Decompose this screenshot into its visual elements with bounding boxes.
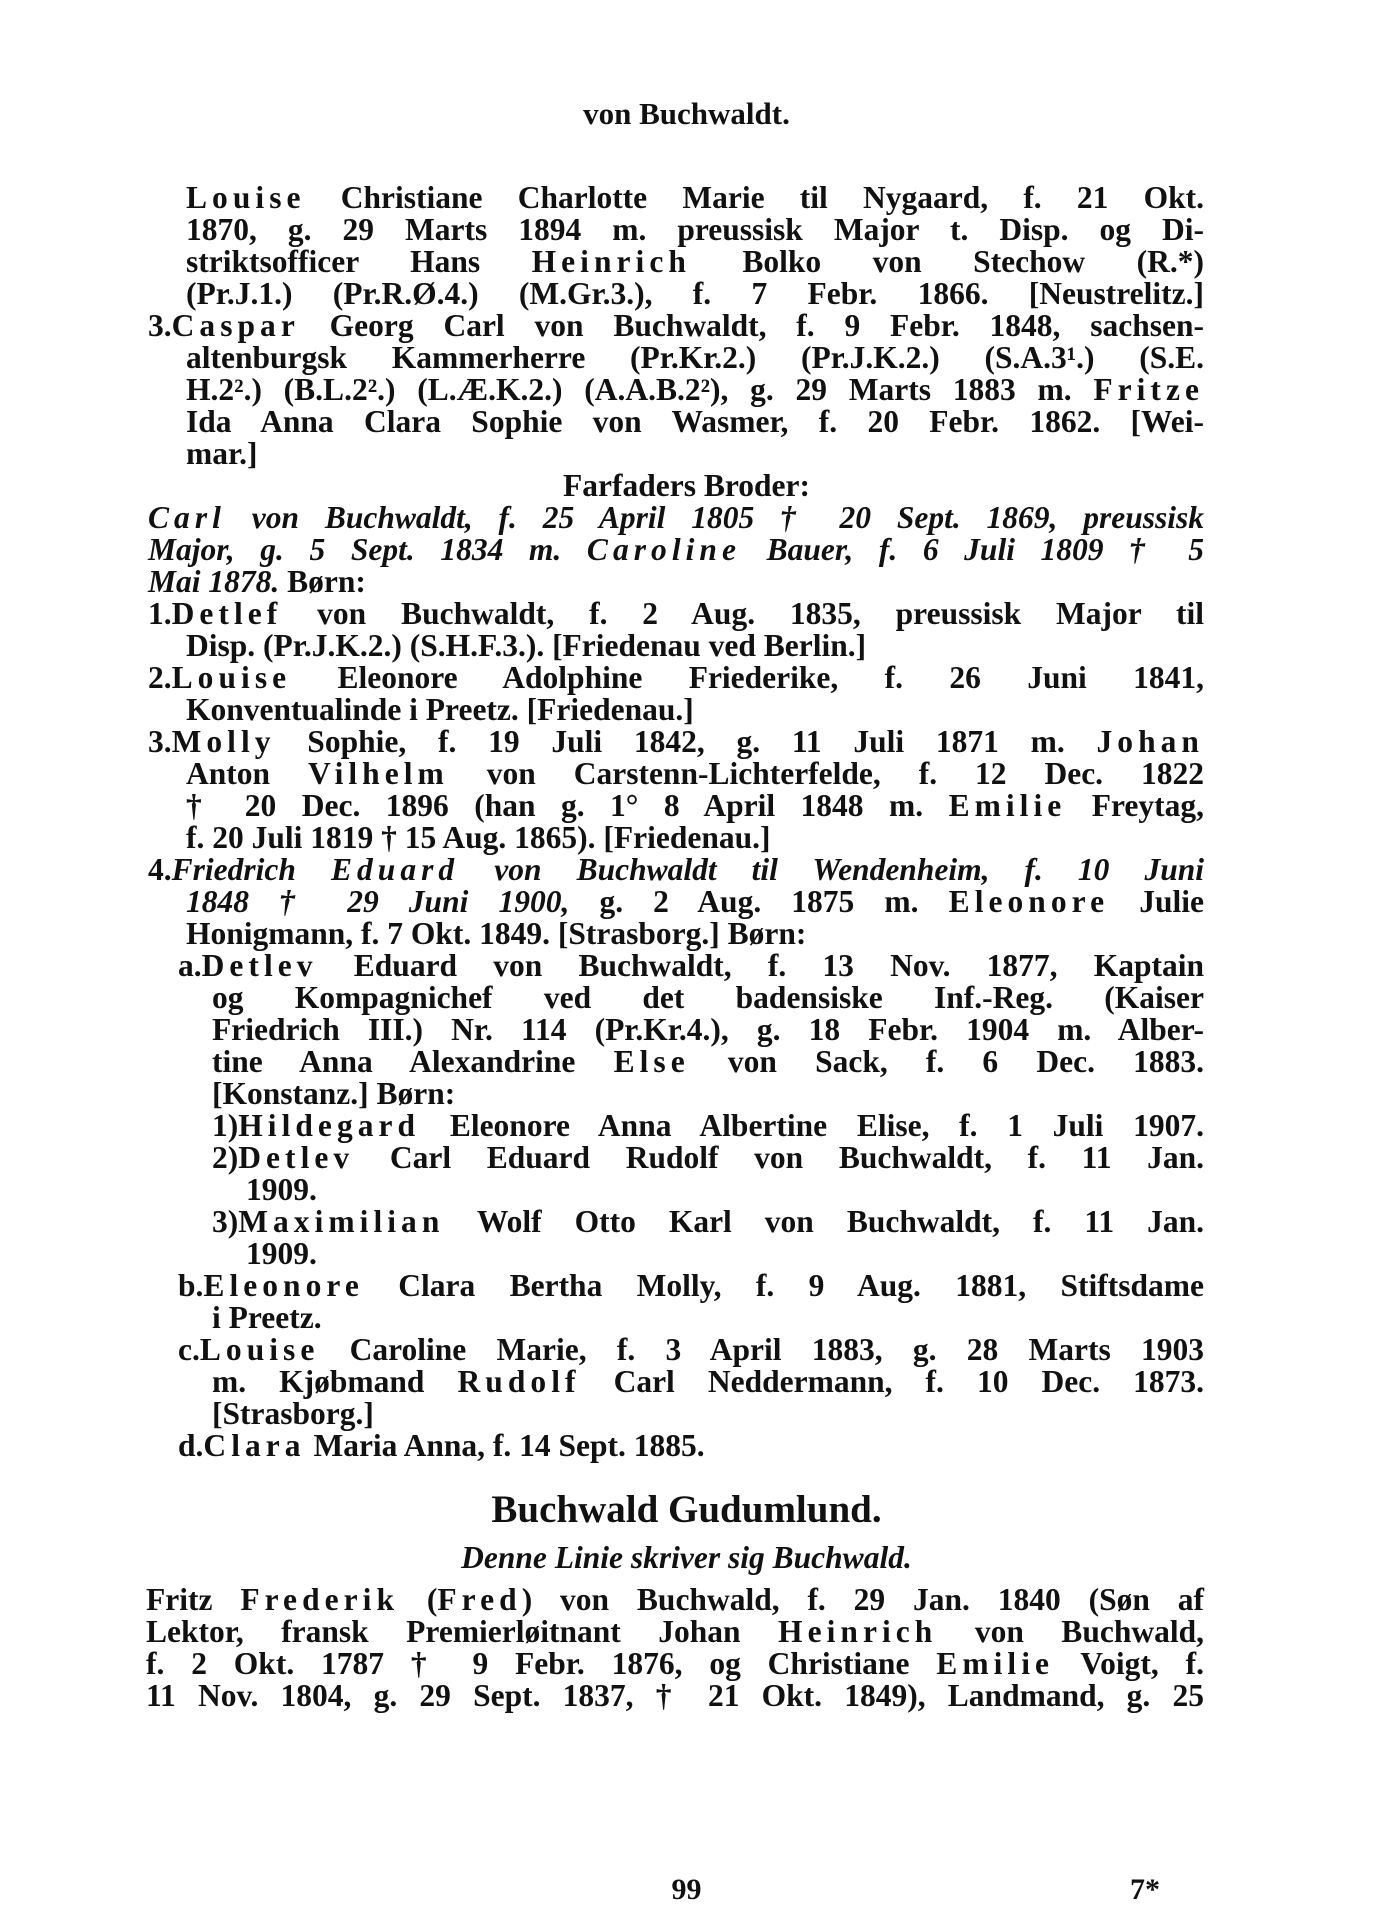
line-text: Lektor, fransk Premierløitnant Johan [146, 1614, 779, 1649]
line-text: Mai 1878. [148, 564, 280, 599]
running-header: von Buchwaldt. [583, 96, 790, 131]
text-line [146, 1582, 1204, 1618]
line-text: Voigt, f. [1054, 1646, 1204, 1681]
line-text: (Pr.J.1.) (Pr.R.Ø.4.) (M.Gr.3.), f. 7 Febr. 1866. [Neustrelitz.] [186, 276, 1204, 311]
text-line [186, 212, 1204, 248]
line-text: 2. [148, 660, 172, 695]
spaced-name: Emilie [936, 1646, 1055, 1681]
line-text: H.2².) (B.L.2².) (L.Æ.K.2.) (A.A.B.2²), g. 29 Marts 1883 m. [186, 372, 1094, 407]
signature-mark: 7* [1130, 1873, 1160, 1906]
text-line [178, 1332, 1204, 1368]
spaced-name: Frederik [240, 1582, 400, 1617]
spaced-name: Molly [171, 724, 276, 759]
line-text: von Buchwaldt, f. 2 Aug. 1835, preussisk Major til [282, 596, 1204, 631]
text-line [148, 308, 1204, 344]
line-text: von Buchwaldt til Wendenheim, f. 10 Juni [459, 852, 1204, 887]
line-text: Eduard von Buchwaldt, f. 13 Nov. 1877, Kaptain [317, 948, 1204, 983]
text-line [212, 1396, 1204, 1432]
line-text: altenburgsk Kammerherre (Pr.Kr.2.) (Pr.J.K.2.) (S.A.3¹.) (S.E. [186, 340, 1204, 375]
line-text: Christiane Charlotte Marie til Nygaard, f. 21 Okt. [305, 180, 1204, 215]
spaced-name: Johan [1096, 724, 1204, 759]
line-text: ) von Buchwald, f. 29 Jan. 1840 (Søn af [521, 1582, 1204, 1617]
genealogy-title [0, 1488, 1373, 1531]
text-line [186, 628, 1204, 664]
text-line [246, 1172, 646, 1208]
line-text: Konventualinde i Preetz. [Friedenau.] [186, 692, 694, 727]
text-line [186, 916, 1204, 952]
page-number: 99 [671, 1873, 702, 1906]
text-line [178, 1428, 1204, 1464]
line-text: von Carstenn-Lichterfelde, f. 12 Dec. 1822 [448, 756, 1204, 791]
line-text: m. Kjøbmand [212, 1364, 458, 1399]
text-line [212, 1108, 1204, 1144]
line-text: Eleonore Adolphine Friederike, f. 26 Juni 1841, [291, 660, 1204, 695]
line-text: d. [178, 1428, 204, 1463]
line-text: Sophie, f. 19 Juli 1842, g. 11 Juli 1871 m. [275, 724, 1097, 759]
line-text: a. [178, 948, 202, 983]
spaced-name: Caspar [171, 308, 300, 343]
spaced-name: Vilhelm [307, 756, 449, 791]
line-text: Clara Bertha Molly, f. 9 Aug. 1881, Stiftsdame [363, 1268, 1204, 1303]
line-text: Carl Eduard Rudolf von Buchwaldt, f. 11 Jan. [354, 1140, 1204, 1175]
line-text: Denne Linie skriver sig Buchwald. [461, 1540, 912, 1575]
text-line [148, 596, 1204, 632]
spaced-name: Eduard [330, 852, 460, 887]
line-text: og Kompagnichef ved det badensiske Inf.-Reg. (Kaiser [212, 980, 1204, 1015]
spaced-name: Clara [203, 1428, 306, 1463]
spaced-name: Eleonore [948, 884, 1110, 919]
spaced-name: Heinrich [531, 244, 691, 279]
line-text: ( [399, 1582, 438, 1617]
spaced-name: Rudolf [457, 1364, 581, 1399]
text-line [212, 1204, 1204, 1240]
spaced-name: Hildegard [238, 1108, 421, 1143]
text-line [212, 1300, 1204, 1336]
spaced-name: Detlev [201, 948, 318, 983]
text-line [212, 1140, 1204, 1176]
spaced-name: Else [613, 1044, 690, 1079]
line-text: Eleonore Anna Albertine Elise, f. 1 Juli 1907. [420, 1108, 1204, 1143]
line-text: c. [178, 1332, 200, 1367]
line-text: [Konstanz.] Børn: [212, 1076, 456, 1111]
line-text: 4. [148, 852, 172, 887]
line-text: f. 2 Okt. 1787 † 9 Febr. 1876, og Christiane [146, 1646, 937, 1681]
spaced-name: Louise [199, 1332, 320, 1367]
line-text: Wolf Otto Karl von Buchwaldt, f. 11 Jan. [444, 1204, 1204, 1239]
line-text: mar.] [186, 436, 258, 471]
text-line [186, 436, 486, 472]
line-text: von Buchwaldt, f. 25 April 1805 † 20 Sept. 1869, preussisk [225, 500, 1204, 535]
line-text: i Preetz. [212, 1300, 322, 1335]
line-text: Honigmann, f. 7 Okt. 1849. [Strasborg.] Børn: [186, 916, 807, 951]
line-text: Julie [1109, 884, 1204, 919]
line-text: Georg Carl von Buchwaldt, f. 9 Febr. 1848, sachsen- [299, 308, 1204, 343]
text-line [148, 852, 1204, 888]
spaced-name: Detlev [238, 1140, 355, 1175]
line-text: 1870, g. 29 Marts 1894 m. preussisk Major t. Disp. og Di- [186, 212, 1204, 247]
line-text: 11 Nov. 1804, g. 29 Sept. 1837, † 21 Okt. 1849), Landmand, g. 25 [146, 1678, 1204, 1713]
text-line [186, 756, 1204, 792]
line-text: Caroline Marie, f. 3 April 1883, g. 28 Marts 1903 [319, 1332, 1204, 1367]
text-line [186, 340, 1204, 376]
text-line [148, 660, 1204, 696]
text-line [178, 1268, 1204, 1304]
line-text: Bauer, f. 6 Juli 1809 † 5 [741, 532, 1204, 567]
text-line [186, 276, 1204, 312]
line-text: g. 2 Aug. 1875 m. [569, 884, 949, 919]
line-text: Maria Anna, f. 14 Sept. 1885. [305, 1428, 705, 1463]
line-text: Disp. (Pr.J.K.2.) (S.H.F.3.). [Friedenau ved Berlin.] [186, 628, 867, 663]
line-text: tine Anna Alexandrine [212, 1044, 614, 1079]
line-text: von Sack, f. 6 Dec. 1883. [689, 1044, 1204, 1079]
text-line [148, 564, 748, 600]
line-text: 3. [148, 724, 172, 759]
spaced-name: Louise [171, 660, 292, 695]
line-text: b. [178, 1268, 204, 1303]
line-text: Friedrich III.) Nr. 114 (Pr.Kr.4.), g. 18 Febr. 1904 m. Alber- [212, 1012, 1204, 1047]
text-line [186, 884, 1204, 920]
spaced-name: Emilie [948, 788, 1067, 823]
section-heading [0, 468, 1373, 504]
line-text: [Strasborg.] [212, 1396, 374, 1431]
text-line [212, 1012, 1204, 1048]
line-text: von Buchwald, [937, 1614, 1204, 1649]
line-text: † 20 Dec. 1896 (han g. 1° 8 April 1848 m. [186, 788, 949, 823]
text-line [146, 1678, 1204, 1714]
text-line [186, 244, 1204, 280]
text-line [148, 724, 1204, 760]
text-line [212, 980, 1204, 1016]
genealogy-subtitle [0, 1540, 1373, 1576]
line-text: Freytag, [1066, 788, 1205, 823]
line-text: Børn: [279, 564, 366, 599]
line-text: 1) [212, 1108, 239, 1143]
spaced-name: Fred [437, 1582, 522, 1617]
text-line [186, 372, 1204, 408]
spaced-name: Heinrich [778, 1614, 938, 1649]
line-text: 1909. [246, 1172, 317, 1207]
text-line [186, 820, 1204, 856]
line-text: Carl Neddermann, f. 10 Dec. 1873. [580, 1364, 1204, 1399]
text-line [178, 948, 1204, 984]
text-line [212, 1076, 1204, 1112]
spaced-name: Caroline [586, 532, 741, 567]
text-line [212, 1364, 1204, 1400]
text-line [148, 500, 1204, 536]
line-text: f. 20 Juli 1819 † 15 Aug. 1865). [Friedenau.] [186, 820, 771, 855]
line-text: Ida Anna Clara Sophie von Wasmer, f. 20 Febr. 1862. [Wei- [186, 404, 1204, 439]
line-text: Anton [186, 756, 308, 791]
spaced-name: Fritze [1093, 372, 1204, 407]
text-line [146, 1646, 1204, 1682]
spaced-name: Maximilian [238, 1204, 445, 1239]
text-line [186, 788, 1204, 824]
line-text: Bolko von Stechow (R.*) [690, 244, 1204, 279]
text-line [212, 1044, 1204, 1080]
spaced-name: Carl [148, 500, 226, 535]
line-text: 2) [212, 1140, 239, 1175]
line-text: Friedrich [171, 852, 331, 887]
line-text: 3. [148, 308, 172, 343]
spaced-name: Louise [186, 180, 306, 215]
line-text: 1. [148, 596, 172, 631]
text-line [186, 180, 1204, 216]
text-line [146, 1614, 1204, 1650]
text-line [186, 404, 1204, 440]
line-text: 3) [212, 1204, 239, 1239]
spaced-name: Eleonore [203, 1268, 364, 1303]
spaced-name: Detlef [171, 596, 283, 631]
text-line [246, 1236, 646, 1272]
line-text: Major, g. 5 Sept. 1834 m. [148, 532, 587, 567]
line-text: striktsofficer Hans [186, 244, 532, 279]
text-line [186, 692, 1204, 728]
line-text: 1909. [246, 1236, 317, 1271]
line-text: Farfaders Broder: [563, 468, 810, 503]
text-line [148, 532, 1204, 568]
line-text: Buchwald Gudumlund. [491, 1488, 882, 1531]
line-text: Fritz [146, 1582, 241, 1617]
line-text: 1848 † 29 Juni 1900, [186, 884, 570, 919]
